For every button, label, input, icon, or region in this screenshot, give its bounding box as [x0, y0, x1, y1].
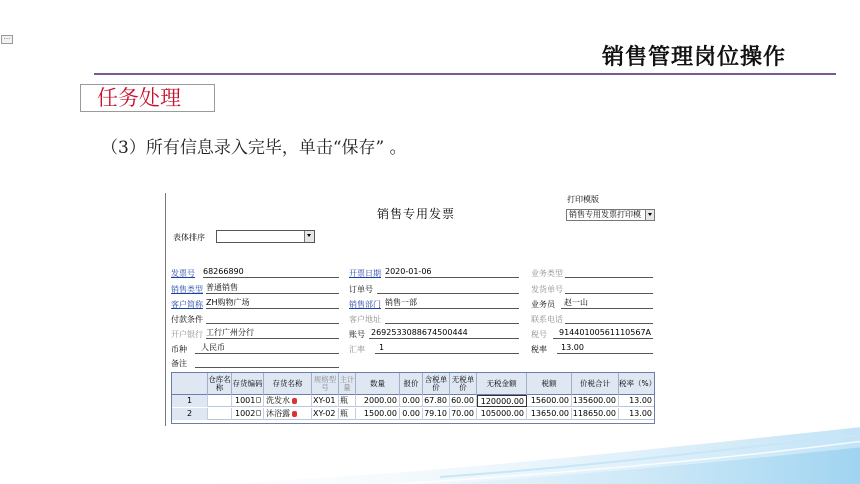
- cell-name[interactable]: [264, 408, 312, 420]
- instruction-text: （3）所有信息录入完毕，单击“保存” 。: [101, 138, 407, 158]
- table-row[interactable]: [172, 408, 654, 420]
- cell-tax-price[interactable]: 79.10: [423, 408, 450, 420]
- window-border: [165, 193, 166, 426]
- col-notax-price[interactable]: 无税单价: [450, 373, 477, 395]
- cell-notax-amount[interactable]: 105000.00: [477, 408, 527, 420]
- table-header: [172, 373, 657, 395]
- cell-spec[interactable]: XY-02: [312, 408, 339, 420]
- cell-tax-amount[interactable]: 15600.00: [527, 395, 572, 407]
- col-warehouse[interactable]: 仓库名称: [208, 373, 232, 395]
- account-field[interactable]: 2692533088674500444: [369, 328, 519, 339]
- issue-date-field[interactable]: 2020-01-06: [385, 267, 519, 278]
- col-rownum: [172, 373, 208, 395]
- cell-quote[interactable]: 0.00: [400, 408, 423, 420]
- lookup-icon[interactable]: [256, 410, 261, 416]
- title-divider: [94, 73, 836, 75]
- cell-total[interactable]: 118650.00: [572, 408, 619, 420]
- lookup-icon[interactable]: [256, 397, 261, 403]
- task-label: 任务处理: [97, 86, 181, 110]
- order-no-field[interactable]: [377, 283, 519, 294]
- invoice-title: 销售专用发票: [377, 207, 456, 221]
- col-code[interactable]: 存货编码: [232, 373, 264, 395]
- sales-type-field[interactable]: 普通销售: [206, 283, 339, 294]
- biz-type-field[interactable]: [565, 267, 653, 278]
- ellipsis-menu-icon[interactable]: ···: [1, 35, 13, 44]
- bank-label: 开户银行: [171, 330, 203, 339]
- cell-code-text: 1002: [235, 409, 256, 418]
- invoice-screenshot: [165, 193, 659, 426]
- print-template-label: 打印模版: [567, 195, 599, 204]
- tax-rate-label: 税率: [531, 345, 547, 354]
- cell-quote[interactable]: 0.00: [400, 395, 423, 407]
- col-quote[interactable]: 报价: [400, 373, 423, 395]
- sales-type-label: 销售类型: [171, 285, 203, 294]
- sort-label: 表体排序: [173, 233, 205, 242]
- slide-title: 销售管理岗位操作: [601, 45, 786, 70]
- lookup-red-icon[interactable]: [292, 411, 297, 417]
- table-row[interactable]: [172, 395, 654, 407]
- cell-code[interactable]: [232, 408, 264, 420]
- currency-label: 币种: [171, 345, 187, 354]
- cell-warehouse[interactable]: [208, 408, 232, 420]
- dept-label: 销售部门: [349, 300, 381, 309]
- cell-spec[interactable]: XY-01: [312, 395, 339, 407]
- salesman-label: 业务员: [531, 300, 555, 309]
- cell-qty[interactable]: 2000.00: [356, 395, 400, 407]
- issue-date-label: 开票日期: [349, 269, 381, 278]
- phone-label: 联系电话: [531, 315, 563, 324]
- col-tax-rate[interactable]: 税率（%）: [619, 379, 657, 388]
- invoice-no-label: 发票号: [171, 269, 195, 278]
- cell-name[interactable]: [264, 395, 312, 407]
- ship-no-field[interactable]: [565, 283, 653, 294]
- col-tax-amount[interactable]: 税额: [527, 373, 572, 395]
- address-label: 客户地址: [349, 315, 381, 324]
- cell-unit[interactable]: 瓶: [339, 395, 356, 407]
- task-label-box: [80, 84, 215, 112]
- col-tax-price[interactable]: 含税单价: [423, 373, 450, 395]
- row-number: 2: [172, 408, 208, 420]
- dept-field[interactable]: 销售一部: [385, 298, 519, 309]
- print-template-value: 销售专用发票打印模: [569, 210, 641, 219]
- cell-warehouse[interactable]: [208, 395, 232, 407]
- tax-rate-field[interactable]: 13.00: [557, 343, 653, 354]
- cell-notax-price[interactable]: 60.00: [450, 395, 477, 407]
- order-no-label: 订单号: [349, 285, 373, 294]
- cell-notax-price[interactable]: 70.00: [450, 408, 477, 420]
- row-number: 1: [172, 395, 208, 407]
- ship-no-label: 发货单号: [531, 285, 563, 294]
- note-label: 备注: [171, 359, 187, 368]
- col-qty[interactable]: 数量: [356, 373, 400, 395]
- col-spec[interactable]: 规格型号: [312, 373, 339, 395]
- cell-tax-rate[interactable]: 13.00: [629, 396, 652, 405]
- lookup-red-icon[interactable]: [292, 398, 297, 404]
- rate-label: 汇率: [349, 345, 365, 354]
- address-field[interactable]: [385, 313, 519, 324]
- customer-label: 客户简称: [171, 300, 203, 309]
- cell-code[interactable]: [232, 395, 264, 407]
- currency-field[interactable]: 人民币: [195, 343, 339, 354]
- cell-name-text: 沐浴露: [266, 409, 290, 418]
- phone-field[interactable]: [565, 313, 653, 324]
- chevron-down-icon[interactable]: [645, 210, 654, 220]
- rate-field[interactable]: 1: [375, 343, 519, 354]
- payment-label: 付款条件: [171, 315, 203, 324]
- cell-tax-price[interactable]: 67.80: [423, 395, 450, 407]
- tax-no-label: 税号: [531, 330, 547, 339]
- cell-qty[interactable]: 1500.00: [356, 408, 400, 420]
- sort-select[interactable]: [216, 230, 315, 243]
- cell-code-text: 1001: [235, 396, 256, 405]
- chevron-down-icon[interactable]: [304, 231, 314, 242]
- cell-name-text: 洗发水: [266, 396, 290, 405]
- biz-type-label: 业务类型: [531, 269, 563, 278]
- cell-tax-rate[interactable]: 13.00: [629, 409, 652, 418]
- account-label: 账号: [349, 330, 365, 339]
- note-field[interactable]: [195, 357, 339, 368]
- invoice-detail-table: [171, 372, 655, 424]
- col-total[interactable]: 价税合计: [572, 373, 619, 395]
- invoice-no-field[interactable]: 68266890: [203, 267, 339, 278]
- print-template-select[interactable]: [566, 209, 655, 221]
- tax-no-field[interactable]: 91440100561110567A: [553, 328, 653, 339]
- salesman-field[interactable]: 赵一山: [561, 298, 653, 309]
- payment-field[interactable]: [206, 313, 339, 324]
- col-unit[interactable]: 主计量: [339, 373, 356, 395]
- cell-unit[interactable]: 瓶: [339, 408, 356, 420]
- col-notax-amount[interactable]: 无税金额: [477, 373, 527, 395]
- bank-field[interactable]: 工行广州分行: [206, 328, 339, 339]
- cell-notax-amount[interactable]: 120000.00: [477, 395, 527, 407]
- customer-field[interactable]: ZH购物广场: [206, 298, 339, 309]
- col-name[interactable]: 存货名称: [264, 373, 312, 395]
- cell-total[interactable]: 135600.00: [572, 395, 619, 407]
- cell-tax-amount[interactable]: 13650.00: [527, 408, 572, 420]
